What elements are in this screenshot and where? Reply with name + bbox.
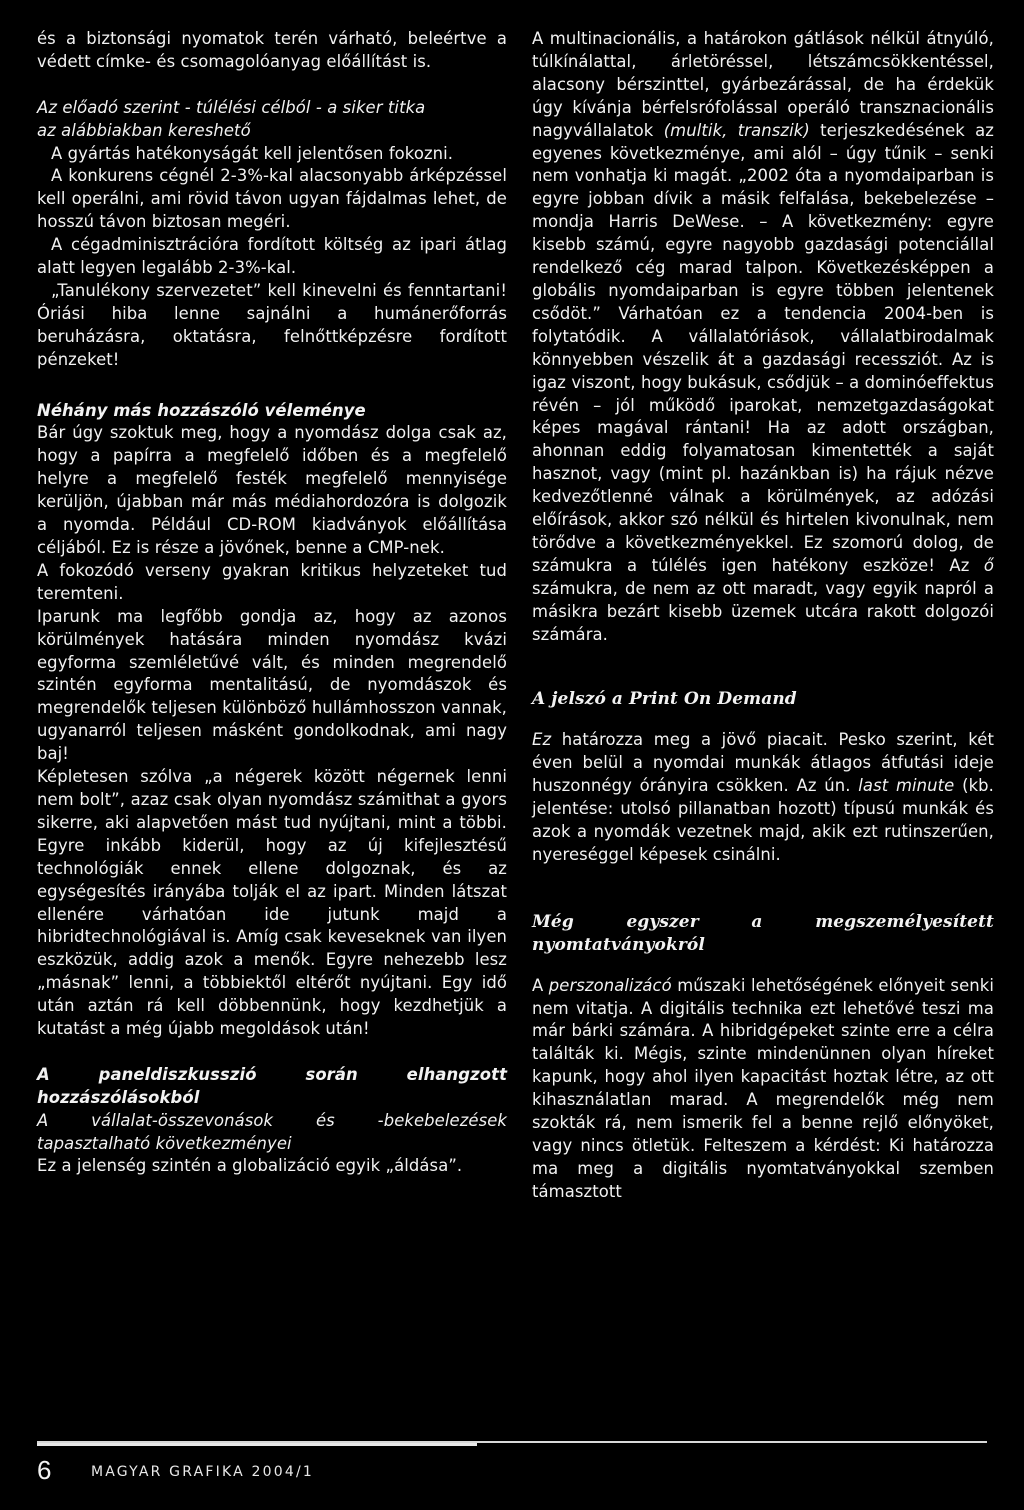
section-heading: A jelszó a Print On Demand: [532, 689, 797, 710]
italic-term: last minute: [858, 776, 955, 796]
paragraph: „Tanulékony szervezetet” kell kinevelni és fenntartani! Óriási hiba lenne sajnálni a humánerőforrás beruházásra, oktatásra, felnőttképzésre fordított pénzeket!: [37, 280, 507, 369]
footer-rule-accent: [37, 1443, 477, 1446]
paragraph: Képletesen szólva „a négerek között négernek lenni nem bolt”, azaz csak olyan nyomdász számithat a gyors sikerre, aki alapvetően mást tud nyújtani, mint a többi. Egyre inkább kiderül, hogy az új kifejlesztésű technológiák ennek ellene dolgoznak, és az egységesítés irányába tolják el az ipart. Minden látszat ellenére várhatóan ide jutunk majd a hibridtechnológiával is. Amíg csak keveseknek van ilyen eszközük, addig azok a menők. Egyre nehezebb lesz „másnak” lenni, a többiektől eltérőt nyújtani. Egy idő után aztán rá kell döbbennünk, hogy kezdhetjük a kutatást a még újabb megoldások után!: [37, 767, 507, 1039]
section-heading: A paneldiszkusszió során elhangzott hozzászólásokból: [37, 1064, 507, 1107]
subheading: az alábbiakban kereshető: [37, 120, 251, 140]
subheading: A vállalat-összevonások és -bekebelezések tapasztalható következményei: [37, 1110, 507, 1153]
paragraph: A cégadminisztrációra fordított költség az ipari átlag alatt legyen legalább 2-3%-kal.: [37, 235, 507, 278]
paragraph: Iparunk ma legfőbb gondja az, hogy az azonos körülmények hatására minden nyomdász kvázi egyforma szemléletűvé vált, és minden megrendelő szintén egyforma mentalitású, de nyomdászok és megrendelők teljesen különböző hullámhosszon vannak, ugyanarról teljesen másként gondolkodnak, ami nagy baj!: [37, 606, 507, 764]
paragraph: A fokozódó verseny gyakran kritikus helyzeteket tud teremteni.: [37, 560, 507, 603]
section-heading: Néhány más hozzászóló véleménye: [37, 400, 366, 420]
paragraph: A multinacionális, a határokon gátlások nélkül átnyúló, túlkínálattal, árletöréssel, létszámcsökkentéssel, alacsony bérszinttel, gyárbezárással, de ha érdekük úgy kívánja bérfelsrófolással operáló transznacionális nagyvállalatok (multik, transzik) terjeszkedésének az egyenes következménye, ami alól – úgy tűnik – senki nem vonhatja ki magát. „2002 óta a nyomdaiparban is egyre jobban dívik a másik felfalása, bekebelezése – mondja Harris DeWese. – A következmény: egyre kisebb számú, egyre nagyobb gazdasági potenciállal rendelkező cég marad talpon. Következésképpen a globális nyomdaiparban is egyre többen jelentenek csődöt.” Várhatóan ez a tendencia 2004-ben is folytatódik. A vállalatóriások, vállalatbirodalmak könnyebben vészelik át a gazdasági recessziót. Az is igaz viszont, hogy bukásuk, csődjük – a dominóeffektus révén – jól működő iparokat, nemzetgazdaságokat képes magával rántani! Ha az adott országban, ahonnan eddig folyamatosan kimentették a saját hasznot, vagy (mint pl. hazánkban is) ha rájuk nézve kedvezőtlenné válnak a körülmények, az adózási előírások, akkor szó nélkül és hirtelen kivonulnak, nem törődve a következményekkel. Ez szomorú dolog, de számukra a túlélés igen hatékony eszköze! Az ő számukra, de nem az ott maradt, vagy egyik napról a másikra bezárt kisebb üzemek utcára rakott dolgozói számára.: [532, 29, 995, 644]
right-column: [532, 28, 994, 1204]
section-heading: Még egyszer a megszemélyesített nyomtatványokról: [532, 911, 994, 955]
italic-term: perszonalizácó: [548, 975, 672, 995]
italic-term: (multik, transzik): [663, 120, 810, 140]
subheading: Az előadó szerint - túlélési célból - a siker titka: [37, 97, 426, 117]
paragraph: és a biztonsági nyomatok terén várható, beleértve a védett címke- és csomagolóanyag előállítást is.: [37, 29, 507, 71]
paragraph: A konkurens cégnél 2-3%-kal alacsonyabb árképzéssel kell operálni, ami rövid távon ugyan fájdalmas lehet, de hosszú távon biztosan megéri.: [37, 166, 507, 232]
paragraph: A gyártás hatékonyságát kell jelentősen fokozni.: [51, 143, 454, 163]
italic-term: ő: [983, 555, 994, 575]
page-number: 6: [37, 1455, 52, 1485]
paragraph: A perszonalizácó műszaki lehetőségének előnyeit senki nem vitatja. A digitális technika ezt lehetővé teszi ma már bárki számára. A hibridgépeket szinte erre a célra találták ki. Mégis, szinte mindenünnen olyan híreket kapunk, hogy ahol ilyen kapacitást hoztak létre, az ott kihasználatlan marad. A megrendelők még nem szokták rá, nem ismerik fel a benne rejlő előnyöket, vagy nincs ötletük. Felteszem a kérdést: Ki határozza ma meg a digitális nyomtatványokkal szemben támasztott: [532, 975, 994, 1201]
left-column: [37, 28, 507, 1178]
paragraph: Bár úgy szoktuk meg, hogy a nyomdász dolga csak az, hogy a papírra a megfelelő időben és a megfelelő helyre a megfelelő festék megfelelő mennyisége kerüljön, újabban már más médiahordozóra is dolgozik a nyomda. Például CD-ROM kiadványok előállítása céljából. Ez is része a jövőnek, benne a CMP-nek.: [37, 423, 507, 558]
paragraph: Ez a jelenség szintén a globalizáció egyik „áldása”.: [37, 1156, 463, 1176]
journal-name: MAGYAR GRAFIKA 2004/1: [91, 1464, 314, 1480]
paragraph: Ez határozza meg a jövő piacait. Pesko szerint, két éven belül a nyomdai munkák átlagos átfutási ideje huszonnégy órányira csökken. Az ún. last minute (kb. jelentése: utolsó pillanatban hozott) típusú munkák és azok a nyomdák vezetnek majd, akik ezt rutinszerűen, nyereséggel képesek csinálni.: [532, 730, 994, 864]
